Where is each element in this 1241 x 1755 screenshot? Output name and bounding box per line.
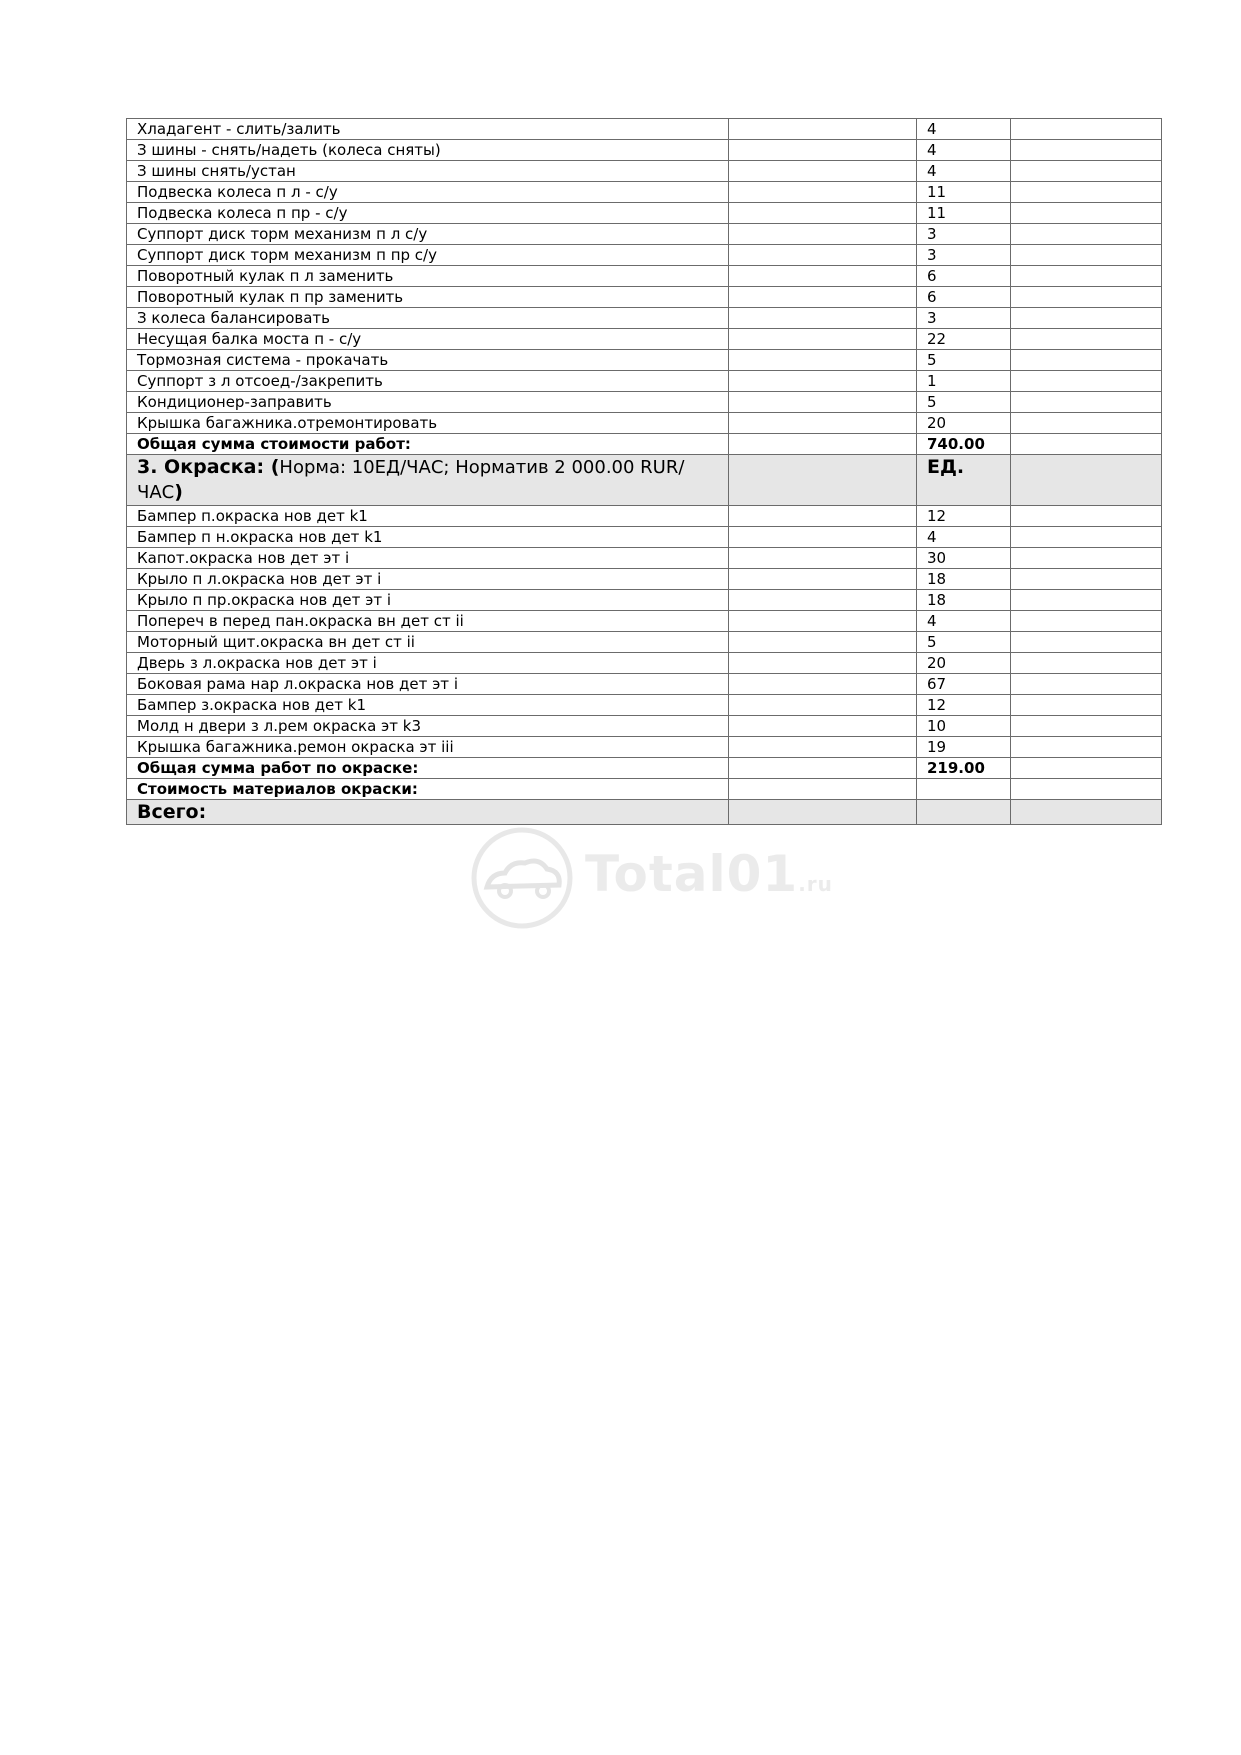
work-name: З колеса балансировать: [127, 308, 729, 329]
section-note: Норма: 10ЕД/ЧАС; Норматив 2 000.00 RUR/ЧАС: [137, 457, 685, 503]
work-name: Крышка багажника.ремон окраска эт iii: [127, 737, 729, 758]
work-units: 5: [917, 392, 1011, 413]
work-name: Бампер з.окраска нов дет k1: [127, 695, 729, 716]
work-name: Суппорт з л отсоед-/закрепить: [127, 371, 729, 392]
work-units: 4: [917, 161, 1011, 182]
table-row: [127, 287, 1162, 308]
table-row: [127, 140, 1162, 161]
estimate-table: [126, 118, 1162, 825]
table-row: [127, 245, 1162, 266]
watermark-logo: [467, 825, 833, 931]
grand-total-row: [127, 800, 1162, 825]
work-units: 3: [917, 245, 1011, 266]
work-name: Попереч в перед пан.окраска вн дет ст ii: [127, 611, 729, 632]
work-units: 4: [917, 527, 1011, 548]
table-row: [127, 674, 1162, 695]
work-units: 3: [917, 224, 1011, 245]
table-row: [127, 308, 1162, 329]
table-row: [127, 203, 1162, 224]
work-units: 5: [917, 350, 1011, 371]
work-name: Крыло п л.окраска нов дет эт i: [127, 569, 729, 590]
work-units: 20: [917, 413, 1011, 434]
table-row: [127, 632, 1162, 653]
table-row: [127, 371, 1162, 392]
table-row: [127, 653, 1162, 674]
total-works-value: 740.00: [917, 434, 1011, 455]
section-unit-header: ЕД.: [917, 455, 1011, 506]
table-row: [127, 716, 1162, 737]
paint-rows: [127, 506, 1162, 758]
work-name: Суппорт диск торм механизм п л с/у: [127, 224, 729, 245]
work-name: Несущая балка моста п - с/у: [127, 329, 729, 350]
table-row: [127, 392, 1162, 413]
work-name: Капот.окраска нов дет эт i: [127, 548, 729, 569]
work-units: 1: [917, 371, 1011, 392]
work-rows: [127, 119, 1162, 434]
work-units: 12: [917, 506, 1011, 527]
work-units: 30: [917, 548, 1011, 569]
section-close: ): [174, 481, 183, 503]
work-name: Кондиционер-заправить: [127, 392, 729, 413]
car-cloud-icon: [467, 825, 577, 931]
work-units: 11: [917, 203, 1011, 224]
work-name: Дверь з л.окраска нов дет эт i: [127, 653, 729, 674]
work-name: Тормозная система - прокачать: [127, 350, 729, 371]
work-units: 11: [917, 182, 1011, 203]
work-units: 67: [917, 674, 1011, 695]
totals-paint: [127, 758, 1162, 825]
table-row: [127, 161, 1162, 182]
work-units: 10: [917, 716, 1011, 737]
work-name: Подвеска колеса п пр - с/у: [127, 203, 729, 224]
work-name: Боковая рама нар л.окраска нов дет эт i: [127, 674, 729, 695]
work-units: 4: [917, 140, 1011, 161]
section-title: 3. Окраска: (: [137, 456, 280, 478]
work-name: З шины - снять/надеть (колеса сняты): [127, 140, 729, 161]
table-row: [127, 329, 1162, 350]
work-units: 5: [917, 632, 1011, 653]
table-row: [127, 590, 1162, 611]
work-units: 19: [917, 737, 1011, 758]
estimate-sheet: [126, 118, 1161, 825]
work-units: 4: [917, 119, 1011, 140]
work-units: 6: [917, 287, 1011, 308]
total-paint-row: [127, 758, 1162, 779]
table-row: [127, 506, 1162, 527]
work-units: 12: [917, 695, 1011, 716]
table-row: [127, 527, 1162, 548]
table-row: [127, 611, 1162, 632]
totals-works: [127, 434, 1162, 506]
work-name: Крыло п пр.окраска нов дет эт i: [127, 590, 729, 611]
work-name: З шины снять/устан: [127, 161, 729, 182]
work-units: 18: [917, 590, 1011, 611]
work-units: 4: [917, 611, 1011, 632]
work-name: Бампер п н.окраска нов дет k1: [127, 527, 729, 548]
table-row: [127, 569, 1162, 590]
materials-label: Стоимость материалов окраски:: [127, 779, 729, 800]
work-name: Поворотный кулак п л заменить: [127, 266, 729, 287]
total-paint-label: Общая сумма работ по окраске:: [127, 758, 729, 779]
work-name: Суппорт диск торм механизм п пр с/у: [127, 245, 729, 266]
work-name: Крышка багажника.отремонтировать: [127, 413, 729, 434]
table-row: [127, 548, 1162, 569]
work-units: 6: [917, 266, 1011, 287]
table-row: [127, 266, 1162, 287]
work-units: 3: [917, 308, 1011, 329]
grand-total-label: Всего:: [127, 800, 729, 825]
table-row: [127, 695, 1162, 716]
work-units: 18: [917, 569, 1011, 590]
total-works-row: [127, 434, 1162, 455]
work-name: Моторный щит.окраска вн дет ст ii: [127, 632, 729, 653]
table-row: [127, 737, 1162, 758]
table-row: [127, 350, 1162, 371]
table-row: [127, 182, 1162, 203]
section-title-cell: [127, 455, 729, 506]
work-name: Бампер п.окраска нов дет k1: [127, 506, 729, 527]
work-name: Хладагент - слить/залить: [127, 119, 729, 140]
table-row: [127, 119, 1162, 140]
total-works-label: Общая сумма стоимости работ:: [127, 434, 729, 455]
work-name: Подвеска колеса п л - с/у: [127, 182, 729, 203]
watermark-text: Total01.ru: [585, 845, 833, 903]
work-units: 22: [917, 329, 1011, 350]
section-painting-header: [127, 455, 1162, 506]
materials-row: [127, 779, 1162, 800]
work-units: 20: [917, 653, 1011, 674]
table-row: [127, 224, 1162, 245]
total-paint-value: 219.00: [917, 758, 1011, 779]
work-name: Поворотный кулак п пр заменить: [127, 287, 729, 308]
work-name: Молд н двери з л.рем окраска эт k3: [127, 716, 729, 737]
table-row: [127, 413, 1162, 434]
